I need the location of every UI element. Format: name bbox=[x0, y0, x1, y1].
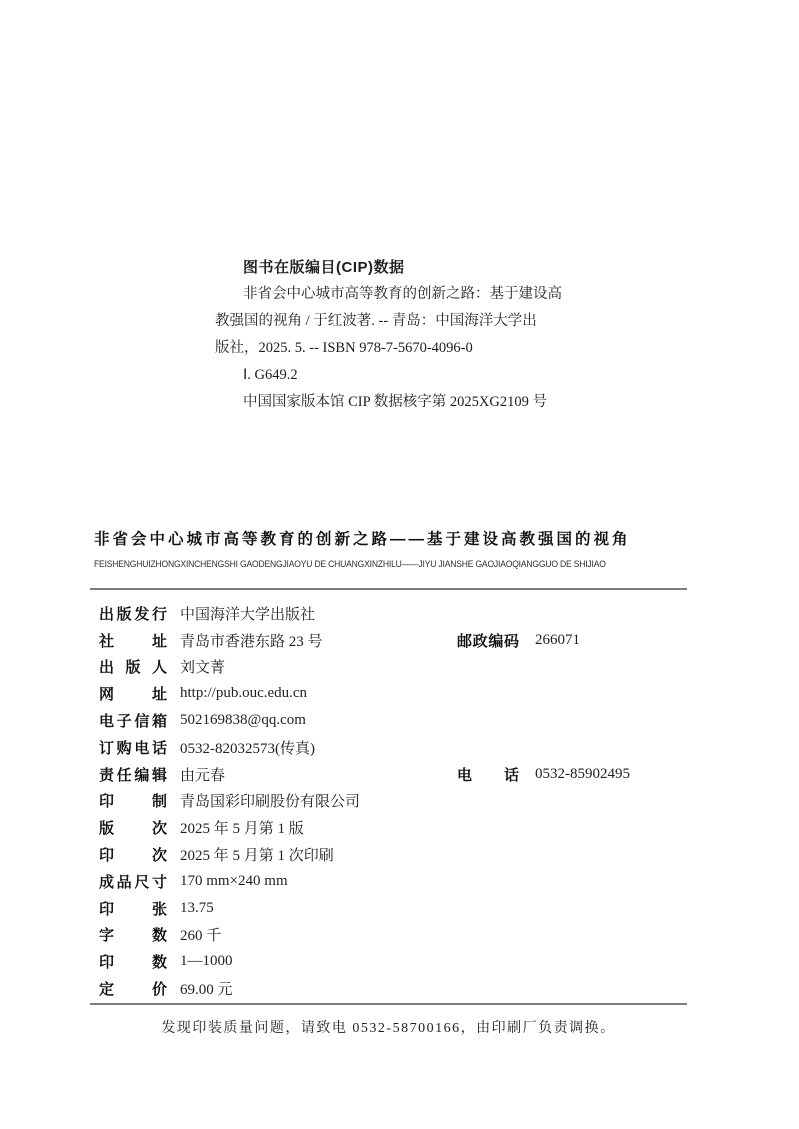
publication-info-table bbox=[99, 600, 695, 1002]
info-label: 版次 bbox=[99, 820, 167, 838]
info-row-publisher-person bbox=[99, 654, 695, 681]
info-value: 13.75 bbox=[180, 899, 214, 916]
info-row-printer bbox=[99, 788, 695, 815]
divider-bottom bbox=[90, 1003, 687, 1005]
email-address: 502169838@qq.com bbox=[180, 712, 306, 729]
cip-line: 教强国的视角 / 于红波著. -- 青岛：中国海洋大学出 bbox=[215, 313, 537, 329]
cip-line: 版社，2025. 5. -- ISBN 978-7-5670-4096-0 bbox=[215, 340, 473, 356]
postal-code-value: 266071 bbox=[535, 631, 580, 648]
quality-notice: 发现印装质量问题，请致电 0532-58700166，由印刷厂负责调换。 bbox=[161, 1021, 616, 1036]
info-row-word-count bbox=[99, 922, 695, 949]
info-label: 成品尺寸 bbox=[99, 873, 167, 891]
cip-heading: 图书在版编目(CIP)数据 bbox=[243, 259, 405, 276]
info-label: 出版人 bbox=[99, 659, 167, 677]
info-right-postal bbox=[457, 627, 580, 654]
cip-line: 非省会中心城市高等教育的创新之路：基于建设高 bbox=[243, 286, 562, 302]
info-label: 出版发行 bbox=[99, 605, 167, 623]
book-title: 非省会中心城市高等教育的创新之路——基于建设高教强国的视角 bbox=[94, 531, 631, 548]
info-row-website bbox=[99, 680, 695, 707]
info-row-edition bbox=[99, 814, 695, 841]
info-value: 2025 年 5 月第 1 版 bbox=[180, 821, 304, 838]
info-label: 定价 bbox=[99, 981, 167, 999]
info-label: 责任编辑 bbox=[99, 766, 167, 784]
info-label: 印次 bbox=[99, 847, 167, 865]
phone-value: 0532-85902495 bbox=[535, 765, 630, 782]
book-title-pinyin: FEISHENGHUIZHONGXINCHENGSHI GAODENGJIAOYU DE CHUANGXINZHILU——JIYU JIANSHE GAOJIAOQIANGGUO DE SHIJIAO bbox=[94, 559, 606, 570]
info-label: 字数 bbox=[99, 927, 167, 945]
cip-block bbox=[215, 254, 635, 416]
info-label: 印张 bbox=[99, 900, 167, 918]
info-value: 0532-82032573(传真) bbox=[180, 740, 315, 757]
info-label: 印数 bbox=[99, 954, 167, 972]
info-row-editor bbox=[99, 761, 695, 788]
info-value: 青岛国彩印刷股份有限公司 bbox=[180, 794, 361, 811]
info-row-size bbox=[99, 868, 695, 895]
info-row-sheets bbox=[99, 895, 695, 922]
info-label: 印制 bbox=[99, 793, 167, 811]
info-value: 青岛市香港东路 23 号 bbox=[180, 633, 323, 650]
info-value: 170 mm×240 mm bbox=[180, 872, 288, 889]
info-value: 260 千 bbox=[180, 928, 222, 945]
info-row-email bbox=[99, 707, 695, 734]
info-value: 中国海洋大学出版社 bbox=[180, 606, 316, 623]
info-label: 社址 bbox=[99, 632, 167, 650]
info-value: 由元春 bbox=[180, 767, 226, 784]
info-row-print-run bbox=[99, 948, 695, 975]
info-value: 刘文菁 bbox=[180, 660, 226, 677]
price-value: 69.00 元 bbox=[180, 982, 233, 999]
info-label: 订购电话 bbox=[99, 739, 167, 757]
cip-classification: Ⅰ. G649.2 bbox=[243, 367, 298, 383]
info-label: 电子信箱 bbox=[99, 713, 167, 731]
info-label: 网址 bbox=[99, 686, 167, 704]
cip-record-number: 中国国家版本馆 CIP 数据核字第 2025XG2109 号 bbox=[243, 394, 547, 410]
info-row-publisher bbox=[99, 600, 695, 627]
info-right-phone bbox=[457, 761, 630, 788]
divider-top bbox=[90, 588, 687, 590]
info-row-impression bbox=[99, 841, 695, 868]
phone-label: 电话 bbox=[457, 766, 519, 784]
info-row-order-phone bbox=[99, 734, 695, 761]
info-value: 1—1000 bbox=[180, 953, 233, 970]
website-url: http://pub.ouc.edu.cn bbox=[180, 685, 308, 702]
postal-code-label: 邮政编码 bbox=[457, 632, 519, 650]
info-value: 2025 年 5 月第 1 次印刷 bbox=[180, 848, 334, 865]
info-row-address bbox=[99, 627, 695, 654]
info-row-price bbox=[99, 975, 695, 1002]
